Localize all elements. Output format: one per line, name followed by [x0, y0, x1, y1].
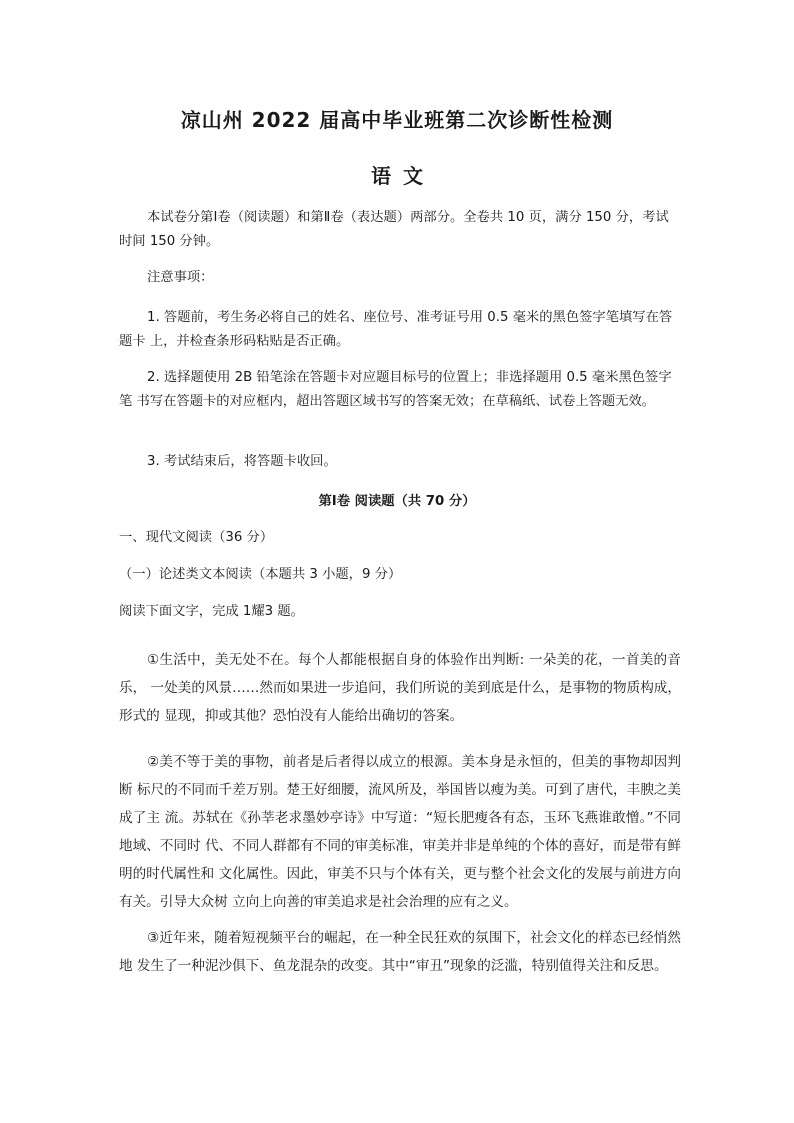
notice-item-2: 2. 选择题使用 2B 铅笔涂在答题卡对应题目标号的位置上；非选择题用 0.5 毫米黑色签字笔 书写在答题卡的对应框内，超出答题区域书写的答案无效；在草稿纸、试卷上答题无效。	[119, 370, 672, 409]
reading-instruction: 阅读下面文字，完成 1耀3 题。	[119, 604, 304, 619]
intro-paragraph: 本试卷分第Ⅰ卷（阅读题）和第Ⅱ卷（表达题）两部分。全卷共 10 页，满分 150 分，考试时间 150 分钟。	[119, 210, 669, 249]
section-title: 第Ⅰ卷 阅读题（共 70 分）	[318, 494, 476, 509]
subpart-heading: （一）论述类文本阅读（本题共 3 小题，9 分）	[119, 567, 402, 582]
passage-paragraph-2: ②美不等于美的事物，前者是后者得以成立的根源。美本身是永恒的，但美的事物却因判断 标尺的不同而千差万别。楚王好细腰，流风所及，举国皆以瘦为美。可到了唐代，丰腴之美成了主 流。苏轼在《孙莘老求墨妙亭诗》中写道：“短长肥瘦各有态，玉环飞燕谁敢憎。”不同地域、不同时 代、不同人群都有不同的审美标准，审美并非是单纯的个体的喜好，而是带有鲜明的时代属性和 文化属性。因此，审美不只与个体有关，更与整个社会文化的发展与前进方向有关。引导大众树 立向上向善的审美追求是社会治理的应有之义。	[119, 754, 681, 910]
exam-title: 凉山州 2022 届高中毕业班第二次诊断性检测	[180, 108, 614, 132]
notice-item-1: 1. 答题前，考生务必将自己的姓名、座位号、准考证号用 0.5 毫米的黑色签字笔填写在答题卡 上，并检查条形码粘贴是否正确。	[119, 310, 673, 349]
notice-item-3: 3. 考试结束后，将答题卡收回。	[147, 454, 337, 469]
part-heading: 一、现代文阅读（36 分）	[119, 530, 274, 545]
passage-paragraph-3: ③近年来，随着短视频平台的崛起，在一种全民狂欢的氛围下，社会文化的样态已经悄然地 发生了一种泥沙俱下、鱼龙混杂的改变。其中“审丑”现象的泛滥，特别值得关注和反思。	[119, 930, 681, 974]
passage-paragraph-1: ①生活中，美无处不在。每个人都能根据自身的体验作出判断: 一朵美的花，一首美的音乐， 一处美的风景……然而如果进一步追问，我们所说的美到底是什么，是事物的物质构成，形式的 显现，抑或其他？恐怕没有人能给出确切的答案。	[119, 652, 681, 724]
notice-heading: 注意事项：	[147, 270, 214, 285]
subject-title: 语文	[371, 164, 435, 188]
